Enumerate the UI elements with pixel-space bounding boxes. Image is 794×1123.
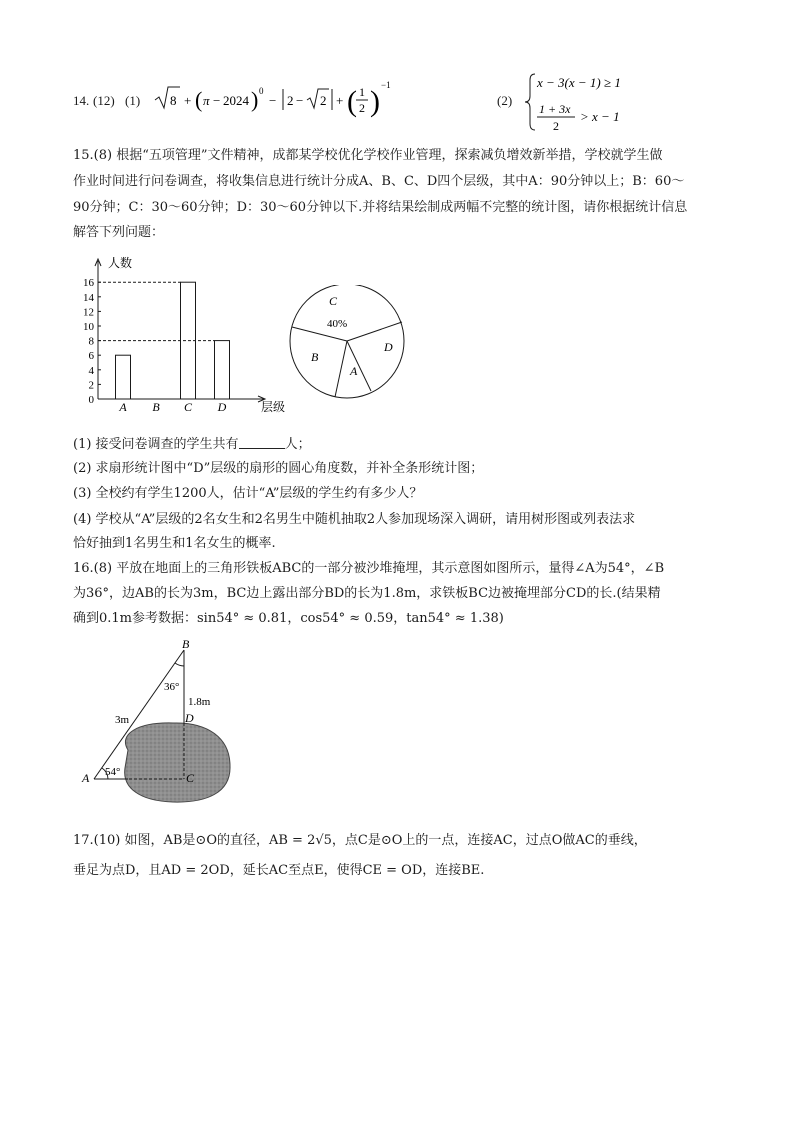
q16-line-3: 确到0.1m参考数据：sin54° ≈ 0.81，cos54° ≈ 0.59，tan54° ≈ 1.38) [73,611,504,626]
bar-chart-xlabel: 层级 [261,400,286,414]
q15-sub1-text: (1) 接受问卷调查的学生共有 [73,437,239,452]
y-tick-label: 14 [83,291,94,304]
q14-inequality-system [523,70,713,134]
system-brace [525,74,535,130]
label-B: B [182,638,190,651]
q15-sub1-suffix: 人； [284,437,311,452]
q16-line-2: 为36°，边AB的长为3m，BC边上露出部分BD的长为1.8m，求铁板BC边被掩埋部分CD的长.(结果精 [73,586,661,601]
pie-divider-CD [347,322,402,341]
paren-open-1: ( [195,87,203,112]
minus-sign-3: − [296,93,304,108]
q14-number: 14. [73,93,90,108]
angle-B-arc [175,663,184,666]
label-angle-A: 54° [105,766,121,778]
label-AB-length: 3m [115,714,130,726]
inequality-2-rhs: > x − 1 [580,109,620,124]
sand-pile [125,723,230,802]
bar-A [116,355,131,399]
y-tick-label: 0 [88,394,94,406]
label-A: A [82,771,90,785]
pie-label-B: B [311,350,319,364]
q16-line-1: 16.(8) 平放在地面上的三角形铁板ABC的一部分被沙堆掩埋，其示意图如图所示，量得∠A为54°，∠B [73,561,665,576]
plus-sign-1: + [184,93,192,108]
pie-divider-AB [335,341,347,397]
bar-chart [78,253,298,423]
inequality-2-denominator: 2 [553,119,559,133]
q14-expression-1 [153,80,463,120]
bar-chart-ylabel: 人数 [108,256,133,270]
exponent-zero: 0 [259,86,264,96]
sqrt8-radicand: 8 [170,93,177,108]
sqrt2-radicand: 2 [320,93,327,108]
q14-line [73,75,713,133]
year-2024: 2024 [223,93,249,108]
q15-sub1 [73,436,311,453]
x-tick-label: A [119,400,127,414]
paren-close-2: ) [370,85,380,118]
q15-line-1: 15.(8) 根据“五项管理”文件精神，成都某学校优化学校作业管理，探索减负增效新举措，学校就学生做 [73,148,663,163]
label-angle-B: 36° [164,681,180,693]
q17-line-1: 17.(10) 如图，AB是⊙O的直径，AB = 2√5，点C是⊙O上的一点，连接AC，过点O做AC的垂线， [73,833,647,848]
bar-D [215,341,230,399]
pie-label-D: D [384,340,393,354]
q15-line-2: 作业时间进行问卷调查，将收集信息进行统计分成A、B、C、D四个层级，其中A：90分钟以上；B：60～ [73,174,685,189]
y-tick-label: 16 [83,277,94,290]
pie-label-C: C [329,294,338,308]
pie-chart [285,285,410,410]
minus-sign-1: − [213,93,221,108]
frac-numerator: 1 [359,85,365,99]
y-tick-label: 4 [88,364,94,377]
label-BD-length: 1.8m [188,696,211,708]
q17-line-2: 垂足为点D，且AD = 2OD，延长AC至点E，使得CE = OD，连接BE. [73,863,485,878]
triangle-figure [78,638,238,808]
y-tick-label: 8 [88,335,94,348]
x-tick-label: D [217,400,227,414]
q15-line-4: 解答下列问题： [73,225,165,240]
answer-blank[interactable] [239,436,285,449]
paren-close-1: ) [251,87,259,112]
q14-score: (12) [93,93,115,108]
q15-sub4-line2: 恰好抽到1名男生和1名女生的概率. [73,536,276,551]
exponent-neg-one: −1 [381,80,391,90]
q15-sub3: (3) 全校约有学生1200人，估计“A”层级的学生约有多少人？ [73,486,423,501]
y-tick-label: 12 [83,306,94,319]
y-tick-label: 6 [88,350,94,363]
q15-sub4-line1: (4) 学校从“A”层级的2名女生和2名男生中随机抽取2人参加现场深入调研，请用树形图或列表法求 [73,512,636,527]
x-tick-label: B [152,400,160,414]
q14-part2: (2) [497,93,513,108]
frac-denominator: 2 [359,101,365,115]
minus-sign-2: − [269,93,277,108]
x-tick-label: C [183,400,193,414]
q15-line-3: 90分钟；C：30～60分钟；D：30～60分钟以下.并将结果绘制成两幅不完整的统计图，请你根据统计信息 [73,200,688,215]
q15-sub2: (2) 求扇形统计图中“D”层级的扇形的圆心角度数，并补全条形统计图； [73,461,484,476]
pie-label-A: A [350,364,358,378]
q14-part1: (1) [125,93,141,108]
label-C: C [186,771,195,785]
pie-label-C-percent: 40% [327,318,348,330]
y-tick-label: 10 [83,321,94,333]
paren-open-2: ( [347,85,357,118]
y-tick-label: 2 [88,379,94,392]
plus-sign-2: + [336,93,344,108]
abs-two: 2 [287,93,294,108]
inequality-2-numerator: 1 + 3x [539,102,571,116]
inequality-1: x − 3(x − 1) ≥ 1 [537,75,621,90]
pi-symbol: π [203,93,210,108]
label-D: D [185,711,194,725]
